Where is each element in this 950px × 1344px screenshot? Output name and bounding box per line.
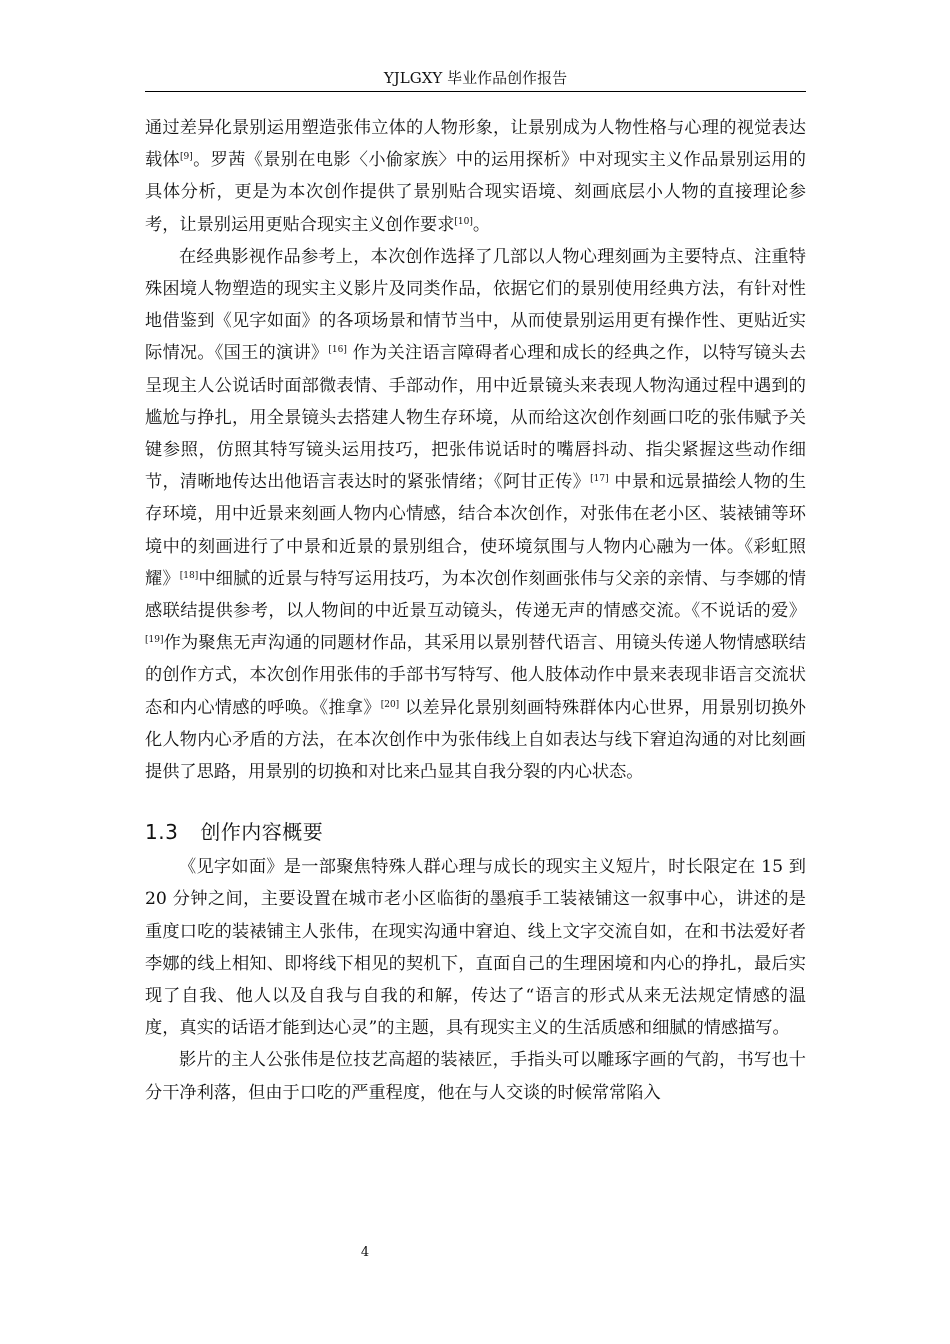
citation: [9]: [180, 152, 193, 163]
section-heading: [145, 815, 806, 849]
paragraph-text: 中细腻的近景与特写运用技巧，为本次创作刻画张伟与父亲的亲情、与李娜的情感联结提供参考，以人物间的中近景互动镜头，传递无声的情感交流。《不说话的爱》: [145, 568, 806, 622]
citation: [17]: [590, 474, 609, 485]
paragraph-text: 中景和远景描绘人物的生存环境，用中近景来刻画人物内心情感，结合本次创作，对张伟在老小区、装裱铺等环境中的刻画进行了中景和近景的景别组合，使环境氛围与人物内心融为一体。《彩虹照耀》: [145, 472, 807, 589]
paragraph-text: 。: [472, 214, 491, 235]
citation: [10]: [454, 216, 473, 227]
citation: [19]: [145, 635, 164, 646]
running-header: YJLGXY 毕业作品创作报告: [383, 69, 568, 87]
paragraph-text: 以差异化景别刻画特殊群体内心世界，用景别切换外化人物内心矛盾的方法，在本次创作中为张伟线上自如表达与线下窘迫沟通的对比刻画提供了思路，用景别的切换和对比来凸显其自我分裂的内心状态。: [145, 697, 806, 783]
section-title: 创作内容概要: [200, 820, 324, 845]
paragraph-1: [145, 112, 806, 241]
citation: [16]: [328, 345, 347, 356]
section-number: 1.3: [145, 820, 179, 845]
paragraph-3: 《见字如面》是一部聚焦特殊人群心理与成长的现实主义短片，时长限定在 15 到 20 分钟之间，主要设置在城市老小区临街的墨痕手工装裱铺这一叙事中心，讲述的是重度口吃的装裱铺主人张伟，在现实沟通中窘迫、线上文字交流自如，在和书法爱好者李娜的线上相知、即将线下相见的契机下，直面自己的生理困境和内心的挣扎，最后实现了自我、他人以及自我与自我的和解，传达了“语言的形式从来无法规定情感的温度，真实的话语才能到达心灵”的主题，具有现实主义的生活质感和细腻的情感描写。: [145, 857, 806, 1039]
body-text: [145, 112, 806, 1109]
paragraph-text: 通过差异化景别运用塑造张伟立体的人物形象，让景别成为人物性格与心理的视觉表达载体: [145, 118, 806, 171]
citation: [20]: [380, 699, 400, 710]
paragraph-text: 作为聚焦无声沟通的同题材作品，其采用以景别替代语言、用镜头传递人物情感联结的创作方式，本次创作用张伟的手部书写特写、他人肢体动作中景来表现非语言交流状态和内心情感的呼唤。《推拿》: [145, 633, 806, 718]
paragraph-text: 作为关注语言障碍者心理和成长的经典之作，以特写镜头去呈现主人公说话时面部微表情、手部动作，用中近景镜头来表现人物沟通过程中遇到的尴尬与挣扎，用全景镜头去搭建人物生存环境，从而给这次创作刻画口吃的张伟赋予关键参照，仿照其特写镜头运用技巧，把张伟说话时的嘴唇抖动、指尖紧握这些动作细节，清晰地传达出他语言表达时的紧张情绪；《阿甘正传》: [145, 343, 807, 493]
paragraph-text: 。罗茜《景别在电影〈小偷家族〉中的运用探析》中对现实主义作品景别运用的具体分析，更是为本次创作提供了景别贴合现实语境、刻画底层小人物的直接理论参考，让景别运用更贴合现实主义创作要求: [145, 150, 806, 235]
citation: [18]: [179, 570, 199, 581]
paragraph-4: 影片的主人公张伟是位技艺高超的装裱匠，手指头可以雕琢字画的气韵，书写也十分干净利落，但由于口吃的严重程度，他在与人交谈的时候常常陷入: [145, 1050, 806, 1103]
page-number: 4: [360, 1245, 370, 1260]
paragraph-2: [145, 241, 806, 788]
paragraph-text: 在经典影视作品参考上，本次创作选择了几部以人物心理刻画为主要特点、注重特殊困境人物塑造的现实主义影片及同类作品，依据它们的景别使用经典方法，有针对性地借鉴到《见字如面》的各项场景和情节当中，从而使景别运用更有操作性、更贴近实际情况。《国王的演讲》: [145, 246, 806, 364]
header-rule: [145, 91, 806, 92]
